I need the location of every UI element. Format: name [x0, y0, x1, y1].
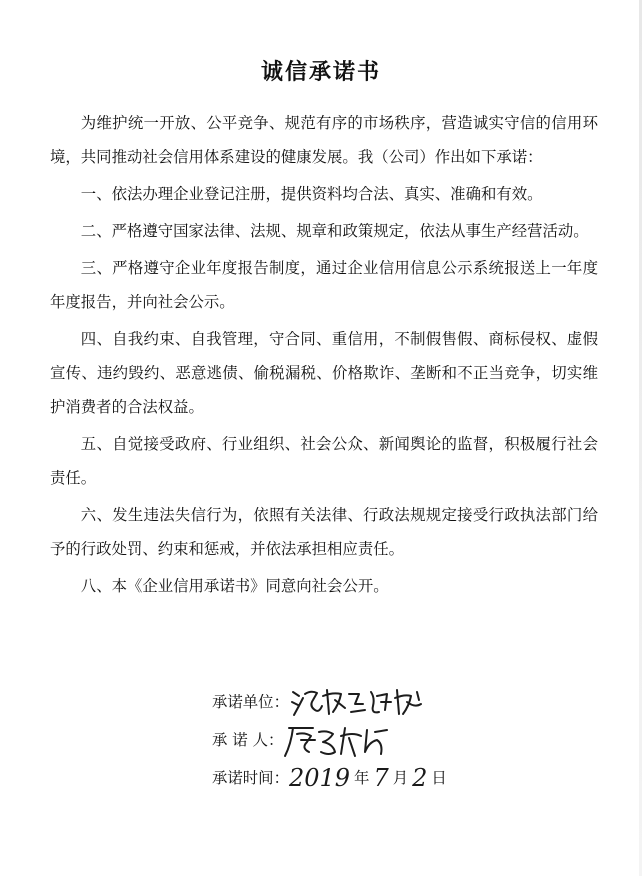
unit-label: 承诺单位： [212, 693, 289, 711]
person-handwritten-signature [283, 722, 403, 758]
commitment-item-4: 四、自我约束、自我管理，守合同、重信用，不制假售假、商标侵权、虚假宣传、违约毁约、恶意逃债、偷税漏税、价格欺诈、垄断和不正当竞争，切实维护消费者的合法权益。 [50, 330, 598, 416]
document-title: 诚信承诺书 [260, 60, 381, 85]
person-label: 承 诺 人： [212, 731, 284, 749]
date-label: 承诺时间： [212, 769, 289, 787]
date-day: 2 [412, 764, 428, 792]
intro-paragraph: 为维护统一开放、公平竞争、规范有序的市场秩序，营造诚实守信的信用环境，共同推动社会信用体系建设的健康发展。我（公司）作出如下承诺： [50, 114, 598, 166]
date-day-unit: 日 [431, 769, 447, 787]
date-year: 2019 [288, 764, 351, 792]
date-month-unit: 月 [392, 769, 409, 787]
signature-unit-row [212, 682, 512, 720]
signature-person-row [212, 720, 512, 758]
commitment-item-6: 六、发生违法失信行为，依照有关法律、行政法规规定接受行政执法部门给予的行政处罚、约束和惩戒，并依法承担相应责任。 [50, 506, 598, 558]
commitment-item-3: 三、严格遵守企业年度报告制度，通过企业信用信息公示系统报送上一年度年度报告，并向社会公示。 [50, 259, 598, 311]
document-body [50, 106, 598, 606]
commitment-item-5: 五、自觉接受政府、行业组织、社会公众、新闻舆论的监督，积极履行社会责任。 [50, 435, 598, 487]
date-year-unit: 年 [354, 769, 370, 787]
signature-block [212, 682, 512, 796]
date-month: 7 [373, 764, 389, 792]
commitment-item-2: 二、严格遵守国家法律、法规、规章和政策规定，依法从事生产经营活动。 [80, 222, 589, 240]
signature-date-row [212, 758, 512, 796]
commitment-item-1: 一、依法办理企业登记注册，提供资料均合法、真实、准确和有效。 [80, 185, 543, 203]
commitment-item-8: 八、本《企业信用承诺书》同意向社会公开。 [80, 577, 389, 595]
unit-handwritten-signature [289, 684, 439, 720]
